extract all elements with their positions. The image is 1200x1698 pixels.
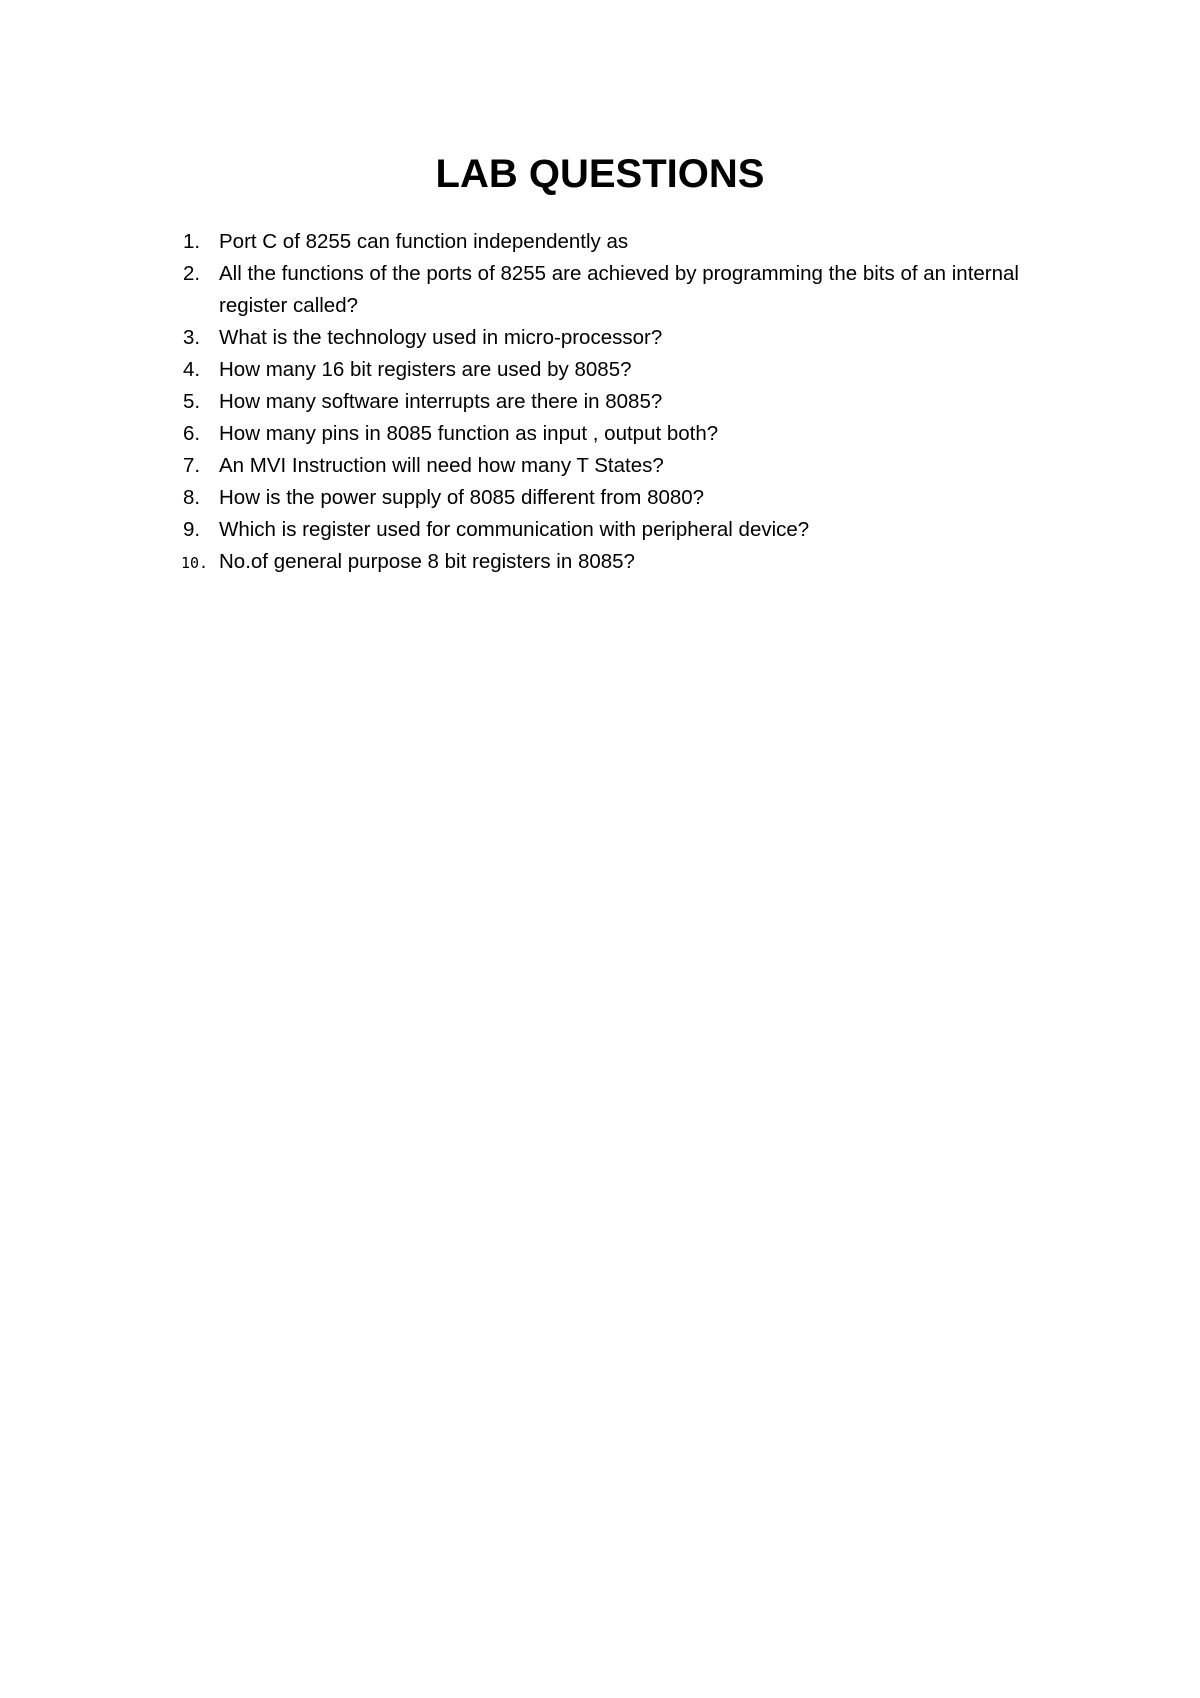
question-number: 4.	[183, 358, 201, 381]
list-item	[183, 418, 1043, 450]
question-text: Port C of 8255 can function independently as	[219, 230, 629, 253]
page-title: LAB QUESTIONS	[435, 152, 765, 196]
question-text: What is the technology used in micro-processor?	[219, 326, 663, 349]
list-item	[183, 354, 1043, 386]
question-text: An MVI Instruction will need how many T States?	[219, 454, 664, 477]
question-text: No.of general purpose 8 bit registers in 8085?	[219, 550, 635, 573]
question-number: 1.	[183, 230, 201, 253]
question-text: All the functions of the ports of 8255 are achieved by programming the bits of an internal register called?	[219, 262, 1019, 317]
list-item	[183, 546, 1043, 578]
question-number: 10.	[181, 554, 209, 572]
question-text: How many software interrupts are there in 8085?	[219, 390, 663, 413]
question-number: 5.	[183, 390, 201, 413]
list-item	[183, 514, 1043, 546]
list-item	[183, 386, 1043, 418]
list-item	[183, 322, 1043, 354]
question-number: 9.	[183, 518, 201, 541]
question-number: 8.	[183, 486, 201, 509]
question-number: 2.	[183, 262, 201, 285]
question-number: 6.	[183, 422, 201, 445]
list-item	[183, 450, 1043, 482]
question-text: Which is register used for communication with peripheral device?	[219, 518, 810, 541]
list-item	[183, 258, 1043, 322]
question-number: 3.	[183, 326, 201, 349]
question-text: How many pins in 8085 function as input , output both?	[219, 422, 719, 445]
question-text: How is the power supply of 8085 different from 8080?	[219, 486, 705, 509]
list-item	[183, 482, 1043, 514]
question-list	[183, 226, 1043, 578]
question-text: How many 16 bit registers are used by 8085?	[219, 358, 632, 381]
list-item	[183, 226, 1043, 258]
question-number: 7.	[183, 454, 201, 477]
